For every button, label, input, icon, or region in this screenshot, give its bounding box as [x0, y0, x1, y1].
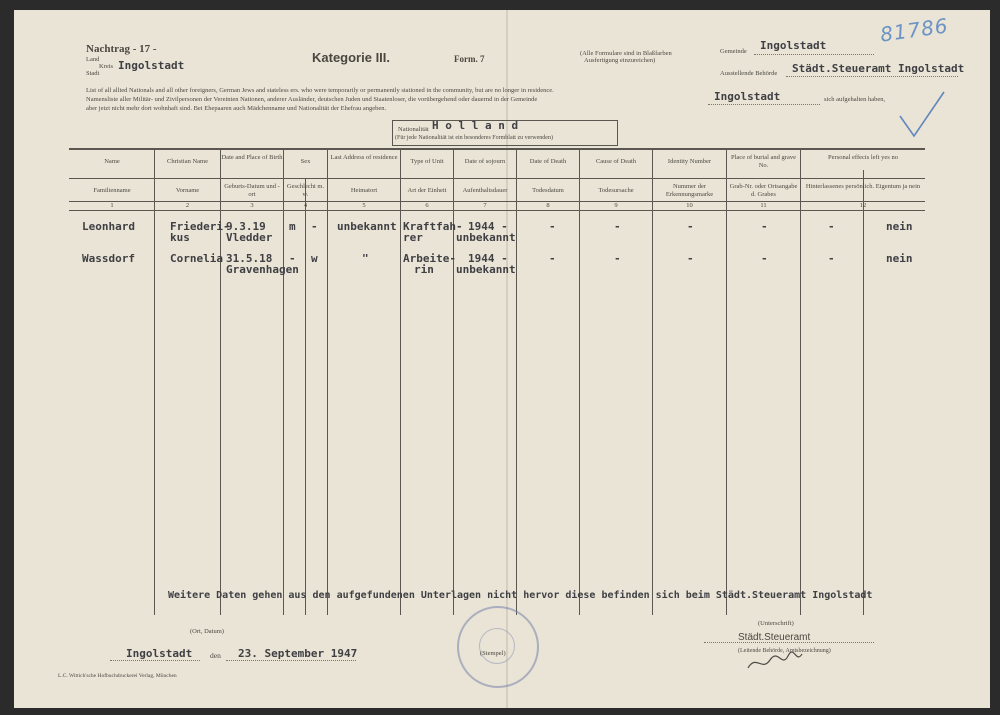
cell-todesdatum: - [549, 252, 556, 265]
col-header-en: Personal effects left yes no [828, 154, 898, 161]
behoerde-line [786, 76, 958, 77]
intro-gemeinde-line [708, 104, 820, 105]
col-header-en: Type of Unit [410, 158, 444, 165]
cell-dauer: 1944 - [468, 220, 508, 233]
col-divider-5 [400, 149, 401, 615]
cell-vorname-cont: kus [170, 231, 190, 244]
col-header-de: Nummer der Erkennungsmarke [665, 183, 714, 198]
printer-imprint: L.C. Wittich'sche Hofbuchdruckerei Verlag, München [58, 673, 177, 679]
cell-sex-w: w [311, 252, 318, 265]
cell-todesdatum: - [549, 220, 556, 233]
footer-place: Ingolstadt [126, 647, 193, 660]
signature-label: (Unterschrift) [758, 620, 794, 627]
col-divider-12a [863, 170, 864, 615]
nationality-value: H o l l a n d [432, 119, 519, 132]
col-number: 1 [110, 202, 114, 209]
gemeinde-label: Gemeinde [720, 48, 747, 55]
table-top-border [69, 148, 925, 150]
cell-birth-place: Vledder [226, 231, 273, 244]
cell-birth-date: 9.3.19 [226, 220, 266, 233]
form-number: Form. 7 [454, 54, 485, 64]
intro-gemeinde-value: Ingolstadt [714, 90, 781, 103]
intro-line-3: aber jetzt nicht mehr dort wohnhaft sind. Bei Ehepaaren auch Mädchenname und Nationalität der Ehefrau angeben. [86, 105, 387, 112]
official-stamp [457, 606, 539, 688]
col-header-en: Name [104, 158, 120, 165]
cell-dauer-cont: unbekannt [456, 263, 516, 276]
nachtrag-label: Nachtrag - 17 - [86, 43, 157, 55]
land-label: Land [86, 56, 100, 63]
cell-heimatort: " [362, 252, 369, 265]
col-header-en: Sex [300, 158, 311, 165]
col-header-de: Art der Einheit [407, 187, 447, 194]
col-header-de: Heimatort [350, 187, 378, 194]
col-divider-4 [327, 149, 328, 615]
cell-name: Wassdorf [82, 252, 135, 265]
col-divider-4a [305, 178, 306, 615]
col-number: 5 [362, 202, 366, 209]
cell-effects-nein: nein [886, 220, 913, 233]
col-header-de: Todesursache [598, 187, 634, 194]
cell-einheit-cont: rer [403, 231, 423, 244]
cell-dauer: 1944 - [468, 252, 508, 265]
col-number: 12 [859, 202, 867, 209]
nationality-note: (Für jede Nationalität ist ein besonderes Formblatt zu verwenden) [395, 135, 553, 141]
remark-text: Weitere Daten gehen aus den aufgefundenen Unterlagen nicht hervor diese befinden sich beim Städt.Steueramt Ingolstadt [168, 590, 873, 601]
col-header-de: Grab-Nr. oder Ortsangabe d. Grabes [729, 183, 798, 198]
form-note-1: (Alle Formulare sind in Blaßfarben [580, 50, 672, 57]
col-number: 8 [546, 202, 550, 209]
behoerde-label: Ausstellende Behörde [720, 70, 778, 77]
col-number: 6 [425, 202, 429, 209]
cell-effects-ja: - [828, 252, 835, 265]
cell-einheit: Kraftfah- [403, 220, 463, 233]
archive-reference: 81786 [878, 13, 950, 47]
cell-vorname: Friederi- [170, 220, 230, 233]
col-divider-1 [154, 149, 155, 615]
col-header-de: Aufenthaltsdauer [462, 187, 508, 194]
cell-sex-m: m [289, 220, 296, 233]
col-header-de: Vorname [175, 187, 200, 194]
table-body-divider [69, 210, 925, 211]
cell-birth-date: 31.5.18 [226, 252, 273, 265]
cell-vorname: Cornelia [170, 252, 223, 265]
cell-grab: - [761, 252, 768, 265]
intro-line-1: List of all allied Nationals and all other foreigners, German Jews and stateless ers. who were temporarily or permanently stationed in the community, but are no longer in residence. [86, 87, 554, 94]
table-header-divider [69, 178, 925, 179]
place-line [110, 660, 200, 661]
behoerde-value: Städt.Steueramt Ingolstadt [792, 62, 965, 75]
footer-date: 23. September 1947 [238, 647, 358, 660]
gemeinde-line [754, 54, 874, 55]
checkmark-icon [898, 90, 948, 140]
cell-name: Leonhard [82, 220, 135, 233]
signature-subtitle: (Leitende Behörde, Amtsbezeichnung) [738, 648, 831, 654]
place-date-label: (Ort, Datum) [190, 628, 224, 635]
cell-grab: - [761, 220, 768, 233]
cell-effects-ja: - [828, 220, 835, 233]
col-header-en: Identity Number [667, 158, 712, 165]
kategorie-title: Kategorie III. [312, 50, 391, 65]
stamp-emblem [479, 628, 515, 664]
col-divider-10 [726, 149, 727, 615]
cell-erkennungsmarke: - [687, 252, 694, 265]
col-number: 4 [303, 202, 308, 209]
col-number: 10 [686, 202, 693, 209]
cell-effects-nein: nein [886, 252, 913, 265]
col-divider-2 [220, 149, 221, 615]
kreis-value: Ingolstadt [118, 59, 185, 72]
col-number: 2 [185, 202, 190, 209]
form-note-2: Ausfertigung einzureichen) [584, 57, 656, 64]
fold-line [506, 10, 508, 708]
cell-birth-place: Gravenhagen [226, 263, 299, 276]
col-divider-11 [800, 149, 801, 615]
col-number: 11 [760, 202, 767, 209]
document-page [14, 10, 990, 708]
col-header-de: Geschlecht m. w. [286, 183, 325, 198]
col-divider-7 [516, 149, 517, 615]
gemeinde-value: Ingolstadt [760, 39, 827, 52]
col-header-en: Date of Death [529, 158, 567, 165]
stadt-label: Stadt [86, 70, 100, 77]
col-number: 9 [614, 202, 618, 209]
col-divider-3 [283, 149, 284, 615]
cell-einheit-cont: rin [414, 263, 434, 276]
intro-line-2-end: sich aufgehalten haben, [824, 96, 886, 103]
cell-sex-w: - [311, 220, 318, 233]
col-number: 3 [250, 202, 254, 209]
cell-einheit: Arbeite- [403, 252, 456, 265]
cell-dauer-cont: unbekannt [456, 231, 516, 244]
col-number: 7 [483, 202, 487, 209]
cell-erkennungsmarke: - [687, 220, 694, 233]
cell-todesursache: - [614, 252, 621, 265]
stamp-label: (Stempel) [480, 650, 506, 657]
col-header-en: Date of sojourn [464, 158, 506, 165]
nationality-label: Nationalität [398, 126, 429, 133]
kreis-label: Kreis [99, 63, 114, 70]
intro-line-2: Namensliste aller Militär- und Zivilpersonen der Vereinten Nationen, anderer Ausländer, deutschen Juden und Staatenloser, die vorübergehend oder dauernd in der Gemeinde [86, 96, 538, 103]
col-header-de: Familienname [93, 187, 131, 194]
col-header-de: Hinterlassenes persönlich. Eigentum ja nein [805, 183, 921, 190]
cell-todesursache: - [614, 220, 621, 233]
signature-authority: Städt.Steueramt [738, 632, 811, 643]
col-header-en: Cause of Death [595, 158, 637, 165]
col-divider-6 [453, 149, 454, 615]
col-header-en: Christian Name [167, 158, 208, 165]
cell-sex-m: - [289, 252, 296, 265]
col-header-de: Todesdatum [532, 187, 564, 194]
footer-den: den [210, 651, 221, 660]
col-header-de: Geburts-Datum und -ort [224, 183, 280, 198]
col-header-en: Last Address of residence [330, 154, 398, 161]
handwritten-signature-icon [744, 650, 804, 674]
col-header-en: Place of burial and grave No. [731, 154, 796, 169]
col-divider-9 [652, 149, 653, 615]
col-divider-8 [579, 149, 580, 615]
col-header-en: Date and Place of Birth [221, 154, 283, 161]
cell-heimatort: unbekannt [337, 220, 397, 233]
date-line [226, 660, 356, 661]
